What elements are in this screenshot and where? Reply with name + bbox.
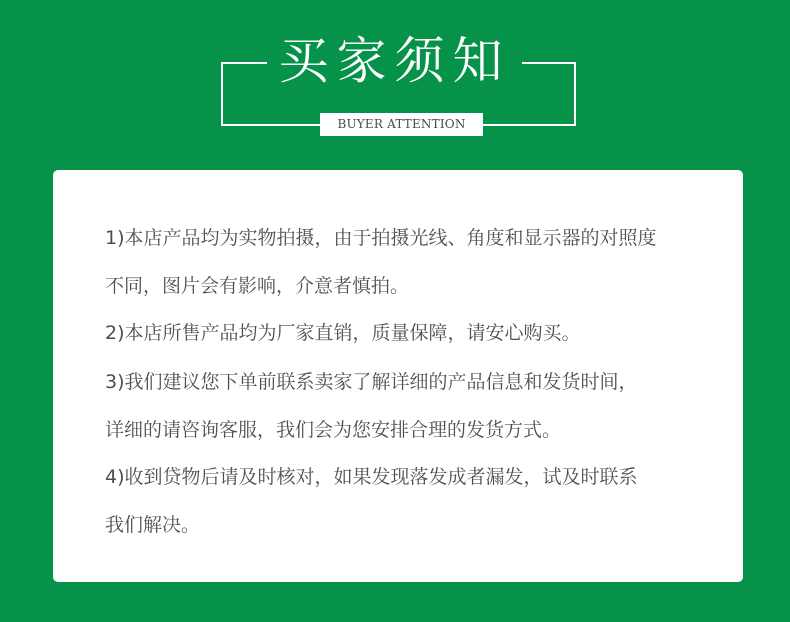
notice-line: 4)收到贷物后请及时核对，如果发现落发成者漏发，试及时联系 <box>105 466 638 488</box>
notice-line: 1)本店产品均为实物拍摄，由于拍摄光线、角度和显示器的对照度 <box>105 227 657 249</box>
notice-line: 3)我们建议您下单前联系卖家了解详细的产品信息和发货时间， <box>105 371 638 393</box>
title-frame-line <box>221 62 223 126</box>
notice-line: 详细的请咨询客服，我们会为您安排合理的发货方式。 <box>105 419 562 441</box>
header-section <box>0 0 790 150</box>
title-frame-line <box>522 62 576 64</box>
notice-card <box>53 170 743 582</box>
title-frame-line <box>574 62 576 126</box>
notice-line: 不同，图片会有影响，介意者慎拍。 <box>105 275 410 297</box>
notice-line: 我们解决。 <box>105 514 201 536</box>
notice-line: 2)本店所售产品均为厂家直销，质量保障，请安心购买。 <box>105 322 581 344</box>
page-title: 买家须知 <box>278 32 511 90</box>
title-frame-line <box>221 124 321 126</box>
title-frame-line <box>221 62 267 64</box>
title-frame-line <box>482 124 576 126</box>
subtitle-badge: BUYER ATTENTION <box>320 113 483 136</box>
